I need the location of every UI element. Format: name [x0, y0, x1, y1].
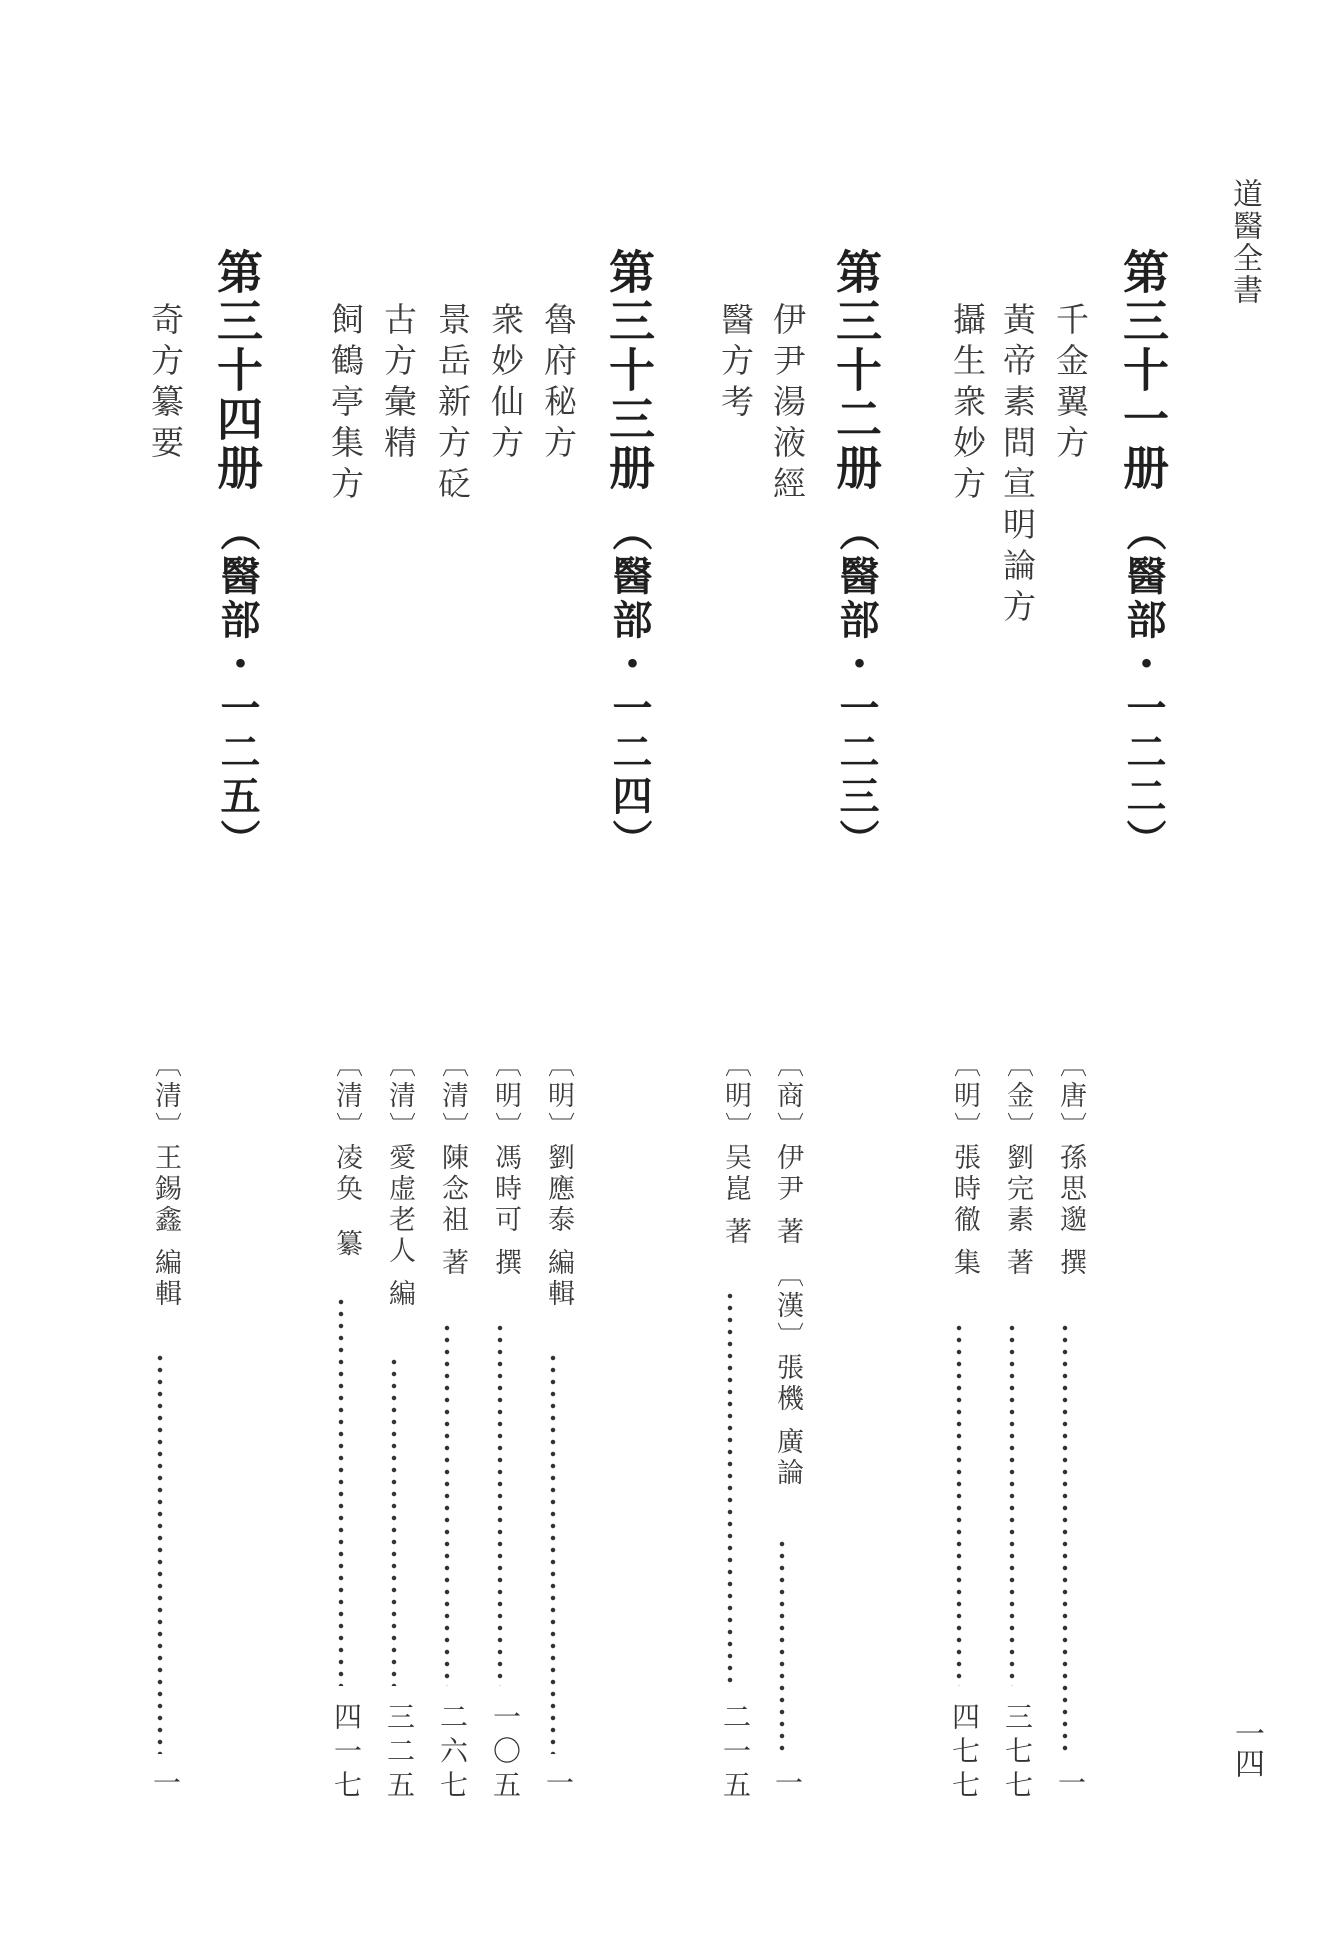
author-role: 編輯: [150, 1248, 181, 1310]
author-role: 編輯: [543, 1248, 574, 1310]
dot-leader: [550, 1352, 556, 1754]
entry-attribution: [768, 1050, 807, 1489]
running-head: 道醫全書: [1227, 178, 1262, 306]
entry-attribution: [433, 1050, 472, 1279]
dynasty-label: 〔金〕: [1002, 1050, 1033, 1143]
dynasty-label: 〔明〕: [543, 1050, 574, 1143]
entry-attribution: [380, 1050, 419, 1310]
page-number: 二六七: [436, 1702, 469, 1804]
author-role: 集: [949, 1248, 980, 1279]
page-number: 四一七: [330, 1702, 363, 1804]
author-name: 吴崑: [720, 1143, 751, 1205]
dynasty-label: 〔唐〕: [1055, 1050, 1086, 1143]
author-role: 纂: [331, 1229, 362, 1260]
dot-leader: [727, 1290, 733, 1686]
dynasty-label: 〔清〕: [384, 1050, 415, 1143]
department-label: （醫部・一二三）: [833, 511, 880, 863]
entry-attribution: [486, 1050, 525, 1279]
volume-heading-32: [823, 248, 889, 863]
author-name: 馮時可: [490, 1143, 521, 1236]
dynasty-label: 〔漢〕: [772, 1260, 803, 1353]
page-number: 三七七: [1001, 1702, 1034, 1804]
dynasty-label: 〔明〕: [490, 1050, 521, 1143]
dot-leader: [391, 1356, 397, 1686]
department-label: （醫部・一二四）: [606, 511, 653, 863]
author-role: 著: [772, 1217, 803, 1248]
dynasty-label: 〔商〕: [772, 1050, 803, 1143]
author-name: 凌奂: [331, 1143, 362, 1205]
page-number: 三二五: [383, 1702, 416, 1804]
entry-title: 景岳新方砭: [433, 302, 472, 507]
entry-title: 伊尹湯液經: [768, 302, 807, 507]
entry-title: 奇方纂要: [146, 302, 185, 466]
dynasty-label: 〔清〕: [437, 1050, 468, 1143]
author-role: 著: [1002, 1248, 1033, 1279]
entry-attribution: [945, 1050, 984, 1279]
author-name: 張時徹: [949, 1143, 980, 1236]
author-name: 陳念祖: [437, 1143, 468, 1236]
page-number: 一: [771, 1768, 804, 1802]
dynasty-label: 〔明〕: [720, 1050, 751, 1143]
entry-title: 古方彙精: [379, 302, 418, 466]
author-role: 著: [720, 1217, 751, 1248]
dot-leader: [444, 1322, 450, 1686]
volume-heading-31: [1110, 248, 1176, 863]
volume-number: 第三十三册: [602, 248, 656, 493]
author-role: 著: [437, 1248, 468, 1279]
entry-title: 千金翼方: [1051, 302, 1090, 466]
volume-heading-33: [596, 248, 662, 863]
volume-number: 第三十四册: [210, 248, 264, 493]
author-name: 劉完素: [1002, 1143, 1033, 1236]
dot-leader: [1009, 1322, 1015, 1686]
page-number: 一: [542, 1768, 575, 1802]
entry-title: 衆妙仙方: [486, 302, 525, 466]
page-number: 四七七: [948, 1702, 981, 1804]
entry-title: 飼鶴亭集方: [326, 302, 365, 507]
department-label: （醫部・一二五）: [214, 511, 261, 863]
entry-attribution: [539, 1050, 578, 1310]
dynasty-label: 〔明〕: [949, 1050, 980, 1143]
dynasty-label: 〔清〕: [331, 1050, 362, 1143]
author-role: 撰: [1055, 1248, 1086, 1279]
author-name: 張機: [772, 1353, 803, 1415]
dot-leader: [779, 1538, 785, 1754]
author-name: 孫思邈: [1055, 1143, 1086, 1236]
dot-leader: [497, 1322, 503, 1686]
volume-number: 第三十二册: [829, 248, 883, 493]
entry-attribution: [327, 1050, 366, 1260]
page-number: 一〇五: [489, 1702, 522, 1804]
dot-leader: [338, 1296, 344, 1686]
author-name: 愛虚老人: [384, 1143, 415, 1267]
author-name: 劉應泰: [543, 1143, 574, 1236]
entry-title: 黃帝素問宣明論方: [998, 302, 1037, 630]
volume-number: 第三十一册: [1116, 248, 1170, 493]
entry-attribution: [1051, 1050, 1090, 1279]
dynasty-label: 〔清〕: [150, 1050, 181, 1143]
entry-title: 攝生衆妙方: [948, 302, 987, 507]
author-role: 廣論: [772, 1427, 803, 1489]
dot-leader: [157, 1352, 163, 1754]
author-role: 撰: [490, 1248, 521, 1279]
page-number: 一: [1054, 1768, 1087, 1802]
entry-attribution: [998, 1050, 1037, 1279]
volume-heading-34: [204, 248, 270, 863]
author-role: 編: [384, 1279, 415, 1310]
entry-attribution: [716, 1050, 755, 1248]
dot-leader: [1062, 1322, 1068, 1754]
entry-title: 醫方考: [716, 302, 755, 425]
page-number: 一: [149, 1768, 182, 1802]
author-name: 伊尹: [772, 1143, 803, 1205]
entry-attribution: [146, 1050, 185, 1310]
page-number: 二一五: [719, 1702, 752, 1804]
page-folio: 一四: [1229, 1718, 1264, 1778]
author-name: 王錫鑫: [150, 1143, 181, 1236]
department-label: （醫部・一二二）: [1120, 511, 1167, 863]
entry-title: 魯府秘方: [539, 302, 578, 466]
dot-leader: [956, 1322, 962, 1686]
